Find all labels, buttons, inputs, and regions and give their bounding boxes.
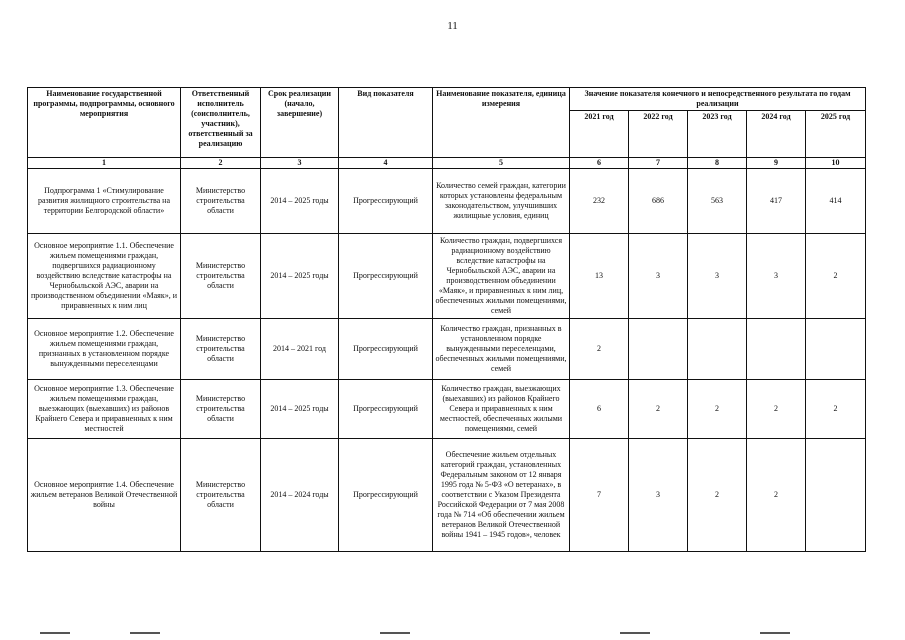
value-2021: 2 bbox=[570, 319, 629, 380]
column-number: 1 bbox=[28, 158, 181, 169]
period: 2014 – 2025 годы bbox=[261, 380, 339, 439]
table-row bbox=[28, 319, 866, 380]
table-row bbox=[28, 439, 866, 552]
header-year: 2025 год bbox=[806, 111, 866, 158]
executor: Министерство строительства области bbox=[181, 234, 261, 319]
value-2022: 686 bbox=[629, 169, 688, 234]
value-2024: 2 bbox=[747, 439, 806, 552]
value-2022 bbox=[629, 319, 688, 380]
header-year: 2024 год bbox=[747, 111, 806, 158]
scan-mark bbox=[40, 632, 70, 634]
scan-mark bbox=[760, 632, 790, 634]
column-number: 7 bbox=[629, 158, 688, 169]
program-name: Подпрограмма 1 «Стимулирование развития жилищного строительства на территории Белгородской области» bbox=[28, 169, 181, 234]
indicator-name: Количество семей граждан, категории которых установлены федеральным законодательством, улучшивших жилищные условия, единиц bbox=[433, 169, 570, 234]
header-program: Наименование государственной программы, подпрограммы, основного мероприятия bbox=[28, 88, 181, 158]
indicator-type: Прогрессирующий bbox=[339, 234, 433, 319]
value-2021: 7 bbox=[570, 439, 629, 552]
scan-mark bbox=[380, 632, 410, 634]
period: 2014 – 2025 годы bbox=[261, 234, 339, 319]
value-2025 bbox=[806, 439, 866, 552]
header-year: 2023 год bbox=[688, 111, 747, 158]
value-2023: 2 bbox=[688, 380, 747, 439]
program-name: Основное мероприятие 1.2. Обеспечение жильем помещениями граждан, признанных в установленном порядке вынужденными переселенцами bbox=[28, 319, 181, 380]
column-number: 6 bbox=[570, 158, 629, 169]
indicator-name: Количество граждан, выезжающих (выехавших) из районов Крайнего Севера и приравненных к ним местностей, обеспеченных жилыми помещениями, семей bbox=[433, 380, 570, 439]
indicators-table bbox=[27, 87, 866, 552]
indicator-name: Количество граждан, признанных в установленном порядке вынужденными переселенцами, обеспеченных жилыми помещениями, семей bbox=[433, 319, 570, 380]
table-row bbox=[28, 169, 866, 234]
bottom-scan-marks bbox=[0, 630, 905, 640]
header-year: 2022 год bbox=[629, 111, 688, 158]
indicator-name: Обеспечение жильем отдельных категорий граждан, установленных Федеральным законом от 12 января 1995 года № 5-ФЗ «О ветеранах», в соответствии с Указом Президента Российской Федерации от 7 мая 2008 года № 714 «Об обеспечении жильем ветеранов Великой Отечественной войны 1941 – 1945 годов», человек bbox=[433, 439, 570, 552]
period: 2014 – 2024 годы bbox=[261, 439, 339, 552]
header-indicator-name: Наименование показателя, единица измерения bbox=[433, 88, 570, 158]
header-year: 2021 год bbox=[570, 111, 629, 158]
program-name: Основное мероприятие 1.3. Обеспечение жильем помещениями граждан, выезжающих (выехавших) из районов Крайнего Севера и приравненных к ним местностей bbox=[28, 380, 181, 439]
value-2023 bbox=[688, 319, 747, 380]
value-2025: 414 bbox=[806, 169, 866, 234]
header-period: Срок реализации (начало, завершение) bbox=[261, 88, 339, 158]
value-2025 bbox=[806, 319, 866, 380]
header-executor: Ответственный исполнитель (соисполнитель, участник), ответственный за реализацию bbox=[181, 88, 261, 158]
value-2023: 3 bbox=[688, 234, 747, 319]
column-number: 3 bbox=[261, 158, 339, 169]
column-number: 5 bbox=[433, 158, 570, 169]
value-2021: 6 bbox=[570, 380, 629, 439]
value-2024: 2 bbox=[747, 380, 806, 439]
table-row bbox=[28, 380, 866, 439]
value-2024: 417 bbox=[747, 169, 806, 234]
column-number: 10 bbox=[806, 158, 866, 169]
indicator-type: Прогрессирующий bbox=[339, 439, 433, 552]
period: 2014 – 2021 год bbox=[261, 319, 339, 380]
indicator-type: Прогрессирующий bbox=[339, 169, 433, 234]
column-number: 2 bbox=[181, 158, 261, 169]
value-2023: 563 bbox=[688, 169, 747, 234]
header-values-group: Значение показателя конечного и непосредственного результата по годам реализации bbox=[570, 88, 866, 111]
value-2021: 232 bbox=[570, 169, 629, 234]
column-number: 4 bbox=[339, 158, 433, 169]
scan-mark bbox=[620, 632, 650, 634]
value-2023: 2 bbox=[688, 439, 747, 552]
value-2022: 3 bbox=[629, 439, 688, 552]
value-2024 bbox=[747, 319, 806, 380]
executor: Министерство строительства области bbox=[181, 439, 261, 552]
indicator-name: Количество граждан, подвергшихся радиационному воздействию вследствие катастрофы на Чернобыльской АЭС, аварии на производственном объединении «Маяк», и приравненных к ним лиц, обеспеченных жилыми помещениями, семей bbox=[433, 234, 570, 319]
header-row bbox=[28, 88, 866, 111]
scan-mark bbox=[130, 632, 160, 634]
value-2021: 13 bbox=[570, 234, 629, 319]
program-name: Основное мероприятие 1.1. Обеспечение жильем помещениями граждан, подвергшихся радиационному воздействию вследствие катастрофы на Чернобыльской АЭС, аварии на производственном объединении «Маяк», и приравненных к ним лиц bbox=[28, 234, 181, 319]
value-2022: 2 bbox=[629, 380, 688, 439]
value-2025: 2 bbox=[806, 380, 866, 439]
program-name: Основное мероприятие 1.4. Обеспечение жильем ветеранов Великой Отечественной войны bbox=[28, 439, 181, 552]
table-row bbox=[28, 234, 866, 319]
column-number-row bbox=[28, 158, 866, 169]
indicator-type: Прогрессирующий bbox=[339, 380, 433, 439]
period: 2014 – 2025 годы bbox=[261, 169, 339, 234]
page-number: 11 bbox=[447, 20, 458, 32]
value-2022: 3 bbox=[629, 234, 688, 319]
value-2024: 3 bbox=[747, 234, 806, 319]
value-2025: 2 bbox=[806, 234, 866, 319]
executor: Министерство строительства области bbox=[181, 319, 261, 380]
header-indicator-type: Вид показателя bbox=[339, 88, 433, 158]
indicator-type: Прогрессирующий bbox=[339, 319, 433, 380]
executor: Министерство строительства области bbox=[181, 380, 261, 439]
column-number: 8 bbox=[688, 158, 747, 169]
column-number: 9 bbox=[747, 158, 806, 169]
executor: Министерство строительства области bbox=[181, 169, 261, 234]
